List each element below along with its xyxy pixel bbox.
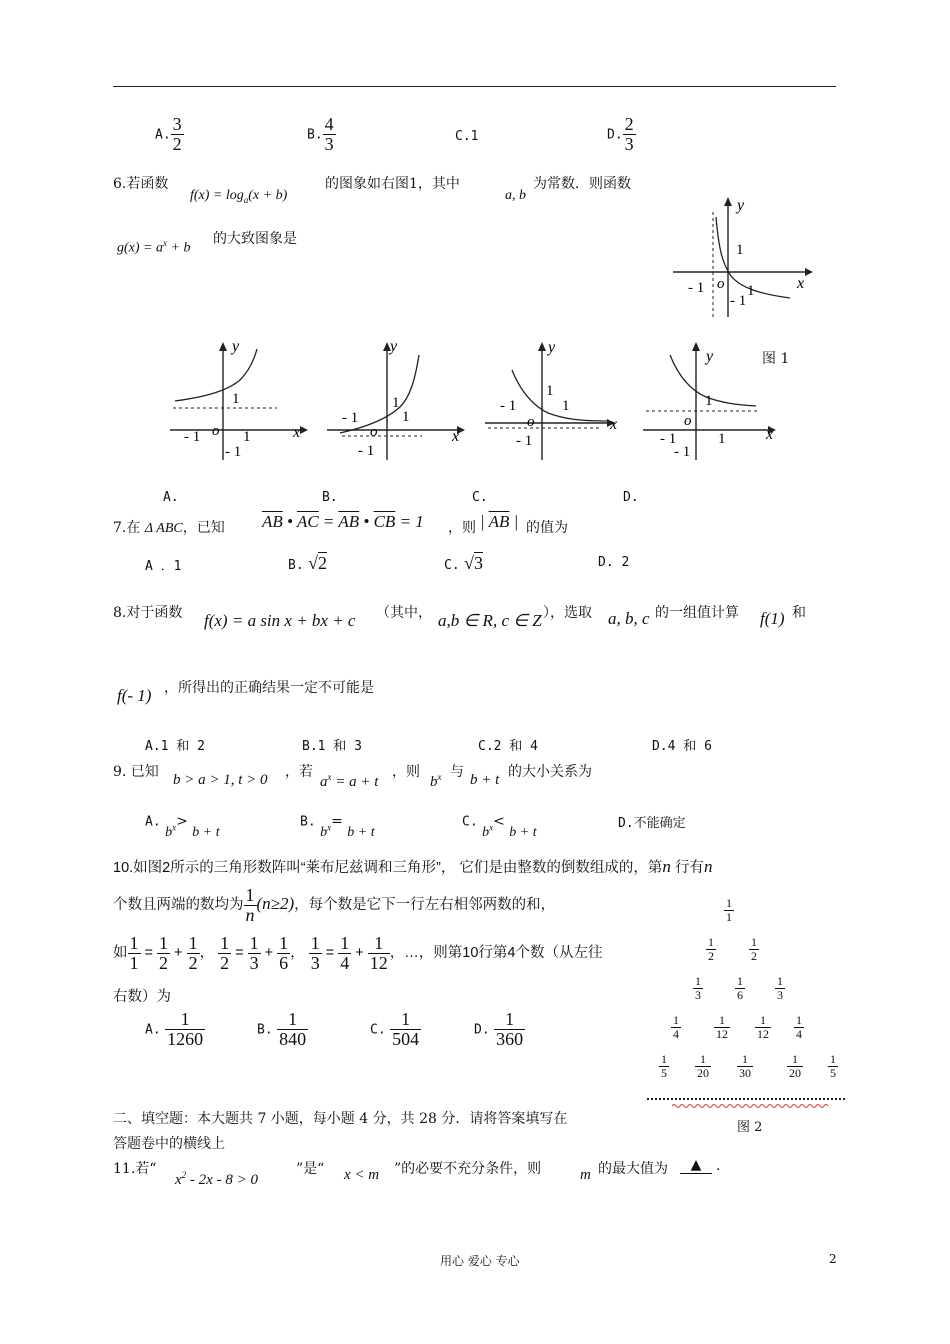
q11-mid: ”是“ [296,1161,325,1177]
q9-option-a: A. $b^x> b + t$ [145,813,220,840]
y-label: y [390,338,398,355]
q8-option-a: A.1 和 2 [145,739,205,754]
q8-option-c: C.2 和 4 [478,739,538,754]
graph-option-c [480,335,630,465]
q8-abc: a, b, c [608,609,650,628]
y-axis-arrow [692,342,700,351]
figure-1-graph [665,192,815,322]
tick-neg1-y: - 1 [225,444,242,460]
q10-option-a: A. $\frac{1}{1260}$ [145,1009,204,1049]
q9-yu: 与 [450,764,464,780]
tick-1-x: 1 [718,431,726,447]
y-axis-arrow [724,197,732,206]
x-label: x [293,424,301,441]
tick-neg1-x: - 1 [660,431,677,447]
q11-m: m [580,1167,591,1183]
origin-label: o [684,413,692,429]
q8-option-d: D.4 和 6 [652,739,712,754]
q10-line2: 个数且两端的数均为 $\frac{1}{n}$ (n≥2)，每个数是它下一行左右相邻两数的和， [113,885,556,925]
q7-option-d: D. 2 [598,555,630,570]
q11-answer-blank[interactable]: ▲ [680,1157,712,1174]
page-number: 2 [829,1252,837,1266]
y-label: y [232,338,240,355]
q5-option-b: B. $\frac{4}{3}$ [307,114,334,154]
q7-option-a: A ．1 [145,559,182,574]
q10-option-d: D. $\frac{1}{360}$ [474,1009,524,1049]
q9-relation: 的大小关系为 [508,764,592,780]
tri-r3-c1: $\frac{1}{3}$ [695,974,701,1002]
origin-label: o [370,424,378,440]
x-label: x [452,428,460,445]
x-label: x [797,275,805,292]
section-2-line1: 二、填空题：本大题共 7 小题，每小题 4 分，共 28 分．请将答案填写在 [113,1111,568,1127]
x-label: x [610,416,618,433]
graph-option-a [165,335,315,465]
q6-tail: 为常数．则函数 [533,176,631,192]
tri-r3-c2: $\frac{1}{6}$ [737,974,743,1002]
q7-option-c: C. √3 [444,553,483,573]
tri-dotted-line [647,1098,845,1100]
tri-r2-c1: $\frac{1}{2}$ [708,935,714,963]
q8-and: 和 [792,605,806,621]
q9-lead: 9. 已知 [113,764,159,780]
tri-r5-c4: $\frac{1}{20}$ [789,1052,801,1080]
q9-condition: b > a > 1, t > 0 [173,772,268,788]
q9-bx: $b^x$ [430,772,442,790]
q5-option-c: C.1 [455,129,479,144]
q10-option-b: B. $\frac{1}{840}$ [257,1009,307,1049]
tick-1-x: 1 [747,283,755,299]
q7-value: 的值为 [526,520,568,536]
y-label: y [548,339,556,356]
q8-result: ，所得出的正确结果一定不可能是 [164,680,374,696]
q11-end: . [716,1158,721,1174]
tri-r1-c1: $\frac{1}{1}$ [726,896,732,924]
q10-line1: 10.如图2所示的三角形数阵叫“莱布尼兹调和三角形”， 它们是由整数的倒数组成的，第n 行有n [113,857,713,876]
tick-1-y: 1 [546,383,554,399]
footer-center: 用心 爱心 专心 [440,1254,520,1268]
tri-r4-c1: $\frac{1}{4}$ [673,1013,679,1041]
q6-mid: 的图象如右图1，其中 [325,176,460,192]
tri-r5-c2: $\frac{1}{20}$ [697,1052,709,1080]
q8-condition: a,b ∈ R, c ∈ Z [438,611,542,630]
q8-option-b: B.1 和 3 [302,739,362,754]
q9-option-c: C. $b^x< b + t$ [462,813,537,840]
tri-r4-c2: $\frac{1}{12}$ [716,1013,728,1041]
curve [175,349,257,401]
tick-1-y: 1 [232,391,240,407]
q6-f-expression: $f(x) = \log_a(x + b)$ [190,188,288,205]
q9-option-b: B. $b^x= b + t$ [300,813,375,840]
graph-label-a: A. [163,490,179,505]
tick-1-x: 1 [562,398,570,414]
q7-vector-equation: $\overline{AB}$ • $\overline{AC} = \overline{AB}$ • $\overline{CB} = 1$ [262,512,424,531]
q6-ab: a, b [505,188,526,203]
q11-xm: x < m [344,1167,380,1183]
section-2-line2: 答题卷中的横线上 [113,1136,225,1152]
x-axis-arrow [300,426,308,434]
q8-pick: ），选取 [543,605,592,621]
q8-function: f(x) = a sin x + bx + c [204,611,356,630]
q8-lead: 8.对于函数 [113,605,183,621]
tri-r5-c5: $\frac{1}{5}$ [830,1052,836,1080]
q11-lead: 11.若“ [113,1161,157,1177]
q7-option-b: B. √2 [288,553,327,573]
q9-equation: $a^x = a + t$ [320,772,379,790]
tick-1-x: 1 [402,409,410,425]
q8-calc: 的一组值计算 [655,605,739,621]
tick-1-y: 1 [705,393,713,409]
tri-r3-c3: $\frac{1}{3}$ [777,974,783,1002]
tri-wavy-underline [672,1103,832,1109]
x-label: x [766,426,774,443]
y-axis-arrow [219,342,227,351]
origin-label: o [527,414,535,430]
y-label: y [737,197,745,214]
graph-label-d: D. [623,490,639,505]
origin-label: o [717,276,725,292]
tick-neg1-y: - 1 [358,443,375,459]
q9-option-d: D.不能确定 [618,816,686,831]
q11-ask: 的最大值为 [598,1161,668,1177]
q11-inequality: $x^2 - 2x - 8 > 0$ [175,1170,258,1188]
tick-neg1-x: - 1 [500,398,517,414]
q10-option-c: C. $\frac{1}{504}$ [370,1009,420,1049]
y-axis-arrow [538,342,546,351]
q11-tail: ”的必要不充分条件，则 [394,1161,542,1177]
q9-ze: ，则 [392,764,420,780]
tick-1-x: 1 [243,429,251,445]
graph-label-c: C. [472,490,488,505]
graph-option-b [322,335,472,465]
q5-option-d: D. $\frac{2}{3}$ [607,114,634,154]
q6-g-expression: $g(x) = a^x + b$ [117,238,191,256]
origin-label: o [212,423,220,439]
q7-then: ，则 [448,520,476,536]
q10-line3: 如 $\frac{1}{1}$ = $\frac{1}{2}$ + $\frac{1}{2}$ ， $\frac{1}{2}$ = $\frac{1}{3}$ + $\frac{1}{6}$ ， $\frac{1}{3}$ = $\frac{1}{4}$ + $\frac{1}{12}$ ，…，则第10行第4个数（从左往 [113,933,603,973]
q8-f1: f(1) [760,609,785,628]
q8-fm1: f(- 1) [117,686,152,705]
figure-2-caption: 图 2 [737,1120,763,1135]
q8-paren: （其中， [376,605,432,621]
q5-option-a: A. $\frac{3}{2}$ [155,114,182,154]
q7-lead: 7.在 Δ ABC，已知 [113,520,225,536]
tick-neg1-x: - 1 [688,280,705,296]
tri-r4-c4: $\frac{1}{4}$ [796,1013,802,1041]
figure-1-caption: 图 1 [762,351,790,367]
header-rule [113,86,836,87]
tick-neg1-x: - 1 [342,410,359,426]
tick-1-y: 1 [392,395,400,411]
tri-r4-c3: $\frac{1}{12}$ [757,1013,769,1041]
q9-bt: b + t [470,772,500,788]
x-axis-arrow [805,268,813,276]
graph-option-d [638,335,788,465]
q6-lead: 6.若函数 [113,176,169,192]
tick-neg1-y: - 1 [674,444,691,460]
tri-r5-c3: $\frac{1}{30}$ [739,1052,751,1080]
q7-abs-vector: | $\overline{AB}$ | [480,512,519,531]
graph-label-b: B. [322,490,338,505]
tick-neg1-x: - 1 [184,429,201,445]
y-label: y [706,348,714,365]
tick-1-y: 1 [736,242,744,258]
q9-ruo: ，若 [285,764,313,780]
tick-neg1-y: - 1 [516,433,533,449]
tri-r5-c1: $\frac{1}{5}$ [661,1052,667,1080]
tri-r2-c2: $\frac{1}{2}$ [751,935,757,963]
tick-neg1-y: - 1 [730,293,747,309]
q10-line4: 右数）为 [113,989,171,1005]
q6-g-text: 的大致图象是 [213,231,297,247]
